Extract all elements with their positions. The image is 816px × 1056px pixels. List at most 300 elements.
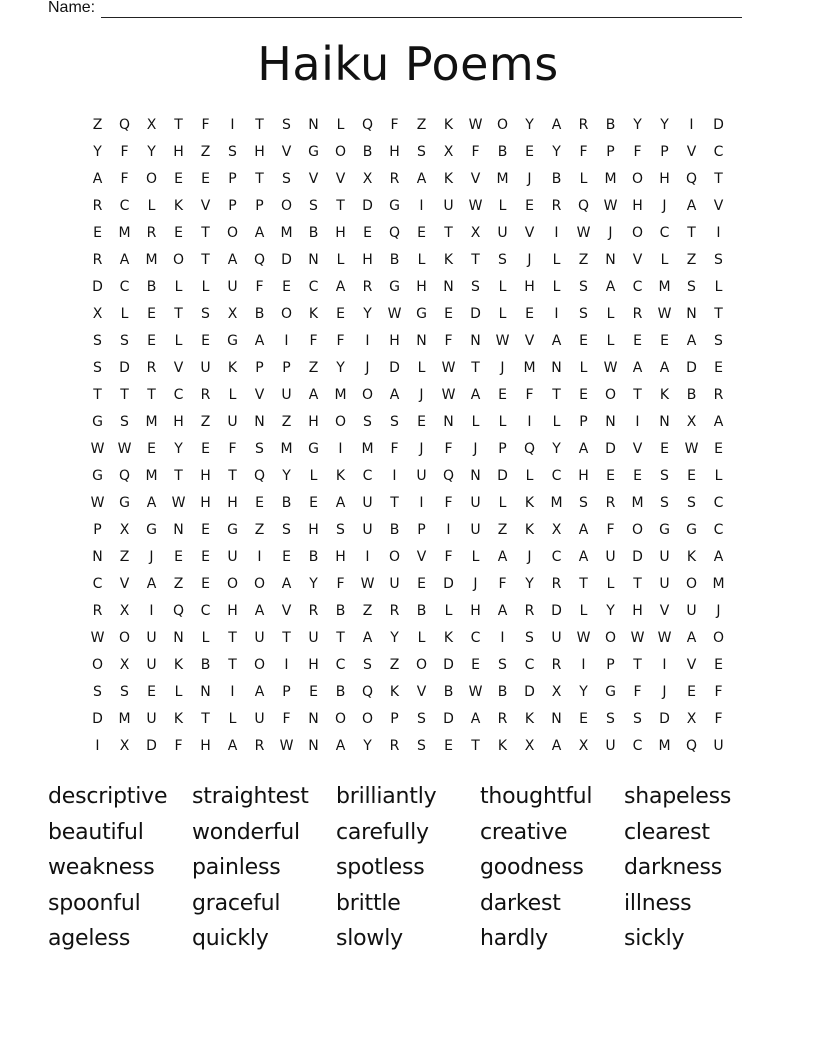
grid-letter[interactable]: W: [468, 197, 483, 214]
grid-letter[interactable]: T: [174, 305, 183, 322]
grid-letter[interactable]: Q: [361, 683, 374, 700]
grid-letter[interactable]: Q: [253, 467, 266, 484]
grid-letter[interactable]: C: [200, 602, 211, 619]
grid-letter[interactable]: D: [92, 278, 103, 295]
grid-letter[interactable]: Y: [552, 143, 561, 160]
grid-letter[interactable]: K: [443, 629, 454, 646]
grid-letter[interactable]: J: [419, 386, 424, 403]
grid-letter[interactable]: G: [227, 521, 238, 538]
grid-letter[interactable]: L: [498, 494, 507, 511]
grid-letter[interactable]: U: [254, 629, 265, 646]
grid-letter[interactable]: Z: [92, 116, 103, 133]
grid-letter[interactable]: U: [308, 629, 319, 646]
grid-letter[interactable]: U: [659, 548, 670, 565]
grid-letter[interactable]: I: [365, 548, 370, 565]
grid-letter[interactable]: V: [713, 197, 724, 214]
grid-letter[interactable]: O: [280, 197, 293, 214]
grid-letter[interactable]: W: [495, 332, 510, 349]
grid-letter[interactable]: I: [446, 521, 451, 538]
grid-letter[interactable]: A: [659, 359, 670, 376]
name-underline[interactable]: [101, 2, 742, 18]
grid-letter[interactable]: J: [662, 197, 667, 214]
grid-letter[interactable]: N: [659, 413, 670, 430]
grid-letter[interactable]: A: [254, 602, 265, 619]
grid-letter[interactable]: D: [92, 710, 103, 727]
grid-letter[interactable]: U: [605, 548, 616, 565]
grid-letter[interactable]: V: [524, 332, 535, 349]
grid-letter[interactable]: U: [470, 521, 481, 538]
grid-letter[interactable]: V: [659, 602, 670, 619]
grid-letter[interactable]: W: [468, 683, 483, 700]
grid-letter[interactable]: L: [498, 197, 507, 214]
grid-letter[interactable]: E: [336, 305, 345, 322]
grid-letter[interactable]: E: [714, 440, 723, 457]
grid-letter[interactable]: E: [525, 305, 534, 322]
grid-letter[interactable]: O: [415, 656, 428, 673]
grid-letter[interactable]: A: [92, 170, 103, 187]
grid-letter[interactable]: V: [524, 224, 535, 241]
grid-letter[interactable]: G: [605, 683, 616, 700]
grid-letter[interactable]: F: [525, 386, 534, 403]
grid-letter[interactable]: A: [578, 440, 589, 457]
grid-letter[interactable]: P: [282, 683, 291, 700]
grid-letter[interactable]: T: [201, 710, 210, 727]
grid-letter[interactable]: T: [471, 251, 480, 268]
grid-letter[interactable]: D: [524, 683, 535, 700]
grid-letter[interactable]: N: [173, 521, 184, 538]
grid-letter[interactable]: P: [579, 413, 588, 430]
grid-letter[interactable]: Z: [308, 359, 319, 376]
grid-letter[interactable]: M: [145, 467, 158, 484]
grid-letter[interactable]: D: [119, 359, 130, 376]
grid-letter[interactable]: A: [335, 494, 346, 511]
grid-letter[interactable]: G: [686, 521, 697, 538]
grid-letter[interactable]: G: [227, 332, 238, 349]
grid-letter[interactable]: M: [658, 737, 671, 754]
grid-letter[interactable]: E: [660, 440, 669, 457]
grid-letter[interactable]: S: [120, 332, 129, 349]
grid-letter[interactable]: E: [633, 332, 642, 349]
grid-letter[interactable]: L: [525, 467, 534, 484]
grid-letter[interactable]: Z: [497, 521, 508, 538]
grid-letter[interactable]: O: [172, 251, 185, 268]
grid-letter[interactable]: I: [149, 602, 154, 619]
grid-letter[interactable]: S: [255, 440, 264, 457]
grid-letter[interactable]: E: [687, 683, 696, 700]
grid-letter[interactable]: N: [173, 629, 184, 646]
grid-letter[interactable]: E: [255, 494, 264, 511]
grid-letter[interactable]: K: [524, 710, 535, 727]
grid-letter[interactable]: F: [633, 143, 642, 160]
grid-letter[interactable]: R: [146, 224, 157, 241]
grid-letter[interactable]: R: [308, 602, 319, 619]
grid-letter[interactable]: G: [119, 494, 130, 511]
grid-letter[interactable]: H: [308, 656, 319, 673]
grid-letter[interactable]: E: [498, 386, 507, 403]
grid-letter[interactable]: Y: [525, 575, 534, 592]
grid-letter[interactable]: E: [417, 413, 426, 430]
grid-letter[interactable]: M: [712, 575, 725, 592]
grid-letter[interactable]: L: [579, 602, 588, 619]
grid-letter[interactable]: F: [498, 575, 507, 592]
grid-letter[interactable]: E: [687, 467, 696, 484]
grid-letter[interactable]: A: [686, 629, 697, 646]
grid-letter[interactable]: A: [578, 521, 589, 538]
grid-letter[interactable]: L: [201, 278, 210, 295]
grid-letter[interactable]: B: [200, 656, 211, 673]
grid-letter[interactable]: K: [443, 116, 454, 133]
grid-letter[interactable]: L: [498, 305, 507, 322]
grid-letter[interactable]: P: [498, 440, 507, 457]
grid-letter[interactable]: P: [93, 521, 102, 538]
grid-letter[interactable]: A: [497, 548, 508, 565]
grid-letter[interactable]: W: [603, 197, 618, 214]
grid-letter[interactable]: Y: [606, 602, 615, 619]
grid-letter[interactable]: C: [632, 278, 643, 295]
grid-letter[interactable]: X: [362, 170, 373, 187]
grid-letter[interactable]: D: [659, 710, 670, 727]
grid-letter[interactable]: T: [390, 494, 399, 511]
grid-letter[interactable]: Y: [336, 359, 345, 376]
grid-letter[interactable]: S: [120, 413, 129, 430]
grid-letter[interactable]: N: [605, 251, 616, 268]
grid-letter[interactable]: A: [605, 278, 616, 295]
grid-letter[interactable]: R: [605, 494, 616, 511]
grid-letter[interactable]: R: [632, 305, 643, 322]
grid-letter[interactable]: F: [471, 143, 480, 160]
grid-letter[interactable]: U: [281, 386, 292, 403]
grid-letter[interactable]: Z: [173, 575, 184, 592]
grid-letter[interactable]: A: [551, 332, 562, 349]
grid-letter[interactable]: F: [336, 575, 345, 592]
grid-letter[interactable]: K: [335, 467, 346, 484]
grid-letter[interactable]: I: [554, 305, 559, 322]
grid-letter[interactable]: I: [365, 332, 370, 349]
grid-letter[interactable]: B: [416, 602, 427, 619]
grid-letter[interactable]: F: [282, 710, 291, 727]
grid-letter[interactable]: D: [389, 359, 400, 376]
grid-letter[interactable]: K: [308, 305, 319, 322]
grid-letter[interactable]: V: [200, 197, 211, 214]
grid-letter[interactable]: L: [471, 413, 480, 430]
grid-letter[interactable]: B: [497, 683, 508, 700]
grid-letter[interactable]: D: [632, 548, 643, 565]
grid-letter[interactable]: V: [686, 656, 697, 673]
grid-letter[interactable]: Q: [361, 116, 374, 133]
grid-letter[interactable]: L: [147, 197, 156, 214]
grid-letter[interactable]: X: [524, 737, 535, 754]
grid-letter[interactable]: A: [470, 710, 481, 727]
grid-letter[interactable]: A: [416, 170, 427, 187]
grid-letter[interactable]: K: [173, 197, 184, 214]
grid-letter[interactable]: R: [497, 710, 508, 727]
grid-letter[interactable]: U: [227, 278, 238, 295]
grid-letter[interactable]: R: [524, 602, 535, 619]
grid-letter[interactable]: I: [635, 413, 640, 430]
grid-letter[interactable]: L: [471, 548, 480, 565]
grid-letter[interactable]: S: [93, 332, 102, 349]
grid-letter[interactable]: K: [524, 494, 535, 511]
grid-letter[interactable]: I: [419, 197, 424, 214]
grid-letter[interactable]: A: [254, 683, 265, 700]
grid-letter[interactable]: G: [92, 467, 103, 484]
grid-letter[interactable]: E: [147, 305, 156, 322]
grid-letter[interactable]: J: [662, 683, 667, 700]
grid-letter[interactable]: R: [551, 197, 562, 214]
grid-letter[interactable]: D: [551, 602, 562, 619]
grid-letter[interactable]: X: [119, 737, 130, 754]
grid-letter[interactable]: S: [417, 710, 426, 727]
grid-letter[interactable]: I: [257, 548, 262, 565]
grid-letter[interactable]: I: [284, 656, 289, 673]
grid-letter[interactable]: W: [387, 305, 402, 322]
grid-letter[interactable]: E: [660, 332, 669, 349]
grid-letter[interactable]: W: [90, 494, 105, 511]
grid-letter[interactable]: I: [527, 413, 532, 430]
grid-letter[interactable]: M: [361, 440, 374, 457]
grid-letter[interactable]: W: [468, 116, 483, 133]
grid-letter[interactable]: E: [471, 656, 480, 673]
grid-letter[interactable]: R: [578, 116, 589, 133]
grid-letter[interactable]: Z: [362, 602, 373, 619]
grid-letter[interactable]: J: [608, 224, 613, 241]
grid-letter[interactable]: J: [365, 359, 370, 376]
grid-letter[interactable]: P: [606, 656, 615, 673]
grid-letter[interactable]: A: [146, 494, 157, 511]
grid-letter[interactable]: H: [227, 602, 238, 619]
grid-letter[interactable]: F: [579, 143, 588, 160]
grid-letter[interactable]: E: [309, 683, 318, 700]
grid-letter[interactable]: E: [714, 359, 723, 376]
grid-letter[interactable]: J: [149, 548, 154, 565]
grid-letter[interactable]: T: [93, 386, 102, 403]
grid-letter[interactable]: H: [416, 278, 427, 295]
grid-letter[interactable]: O: [361, 386, 374, 403]
grid-letter[interactable]: E: [282, 548, 291, 565]
grid-letter[interactable]: O: [226, 575, 239, 592]
grid-letter[interactable]: G: [308, 143, 319, 160]
grid-letter[interactable]: T: [687, 224, 696, 241]
grid-letter[interactable]: O: [334, 143, 347, 160]
grid-letter[interactable]: L: [417, 359, 426, 376]
grid-letter[interactable]: L: [714, 467, 723, 484]
grid-letter[interactable]: R: [389, 602, 400, 619]
grid-letter[interactable]: J: [527, 251, 532, 268]
grid-letter[interactable]: O: [334, 710, 347, 727]
grid-letter[interactable]: V: [119, 575, 130, 592]
grid-letter[interactable]: V: [281, 143, 292, 160]
grid-letter[interactable]: O: [388, 548, 401, 565]
grid-letter[interactable]: B: [497, 143, 508, 160]
grid-letter[interactable]: T: [714, 170, 723, 187]
grid-letter[interactable]: U: [389, 575, 400, 592]
grid-letter[interactable]: T: [633, 575, 642, 592]
grid-letter[interactable]: T: [579, 575, 588, 592]
grid-letter[interactable]: W: [576, 224, 591, 241]
grid-letter[interactable]: I: [554, 224, 559, 241]
grid-letter[interactable]: S: [633, 710, 642, 727]
grid-letter[interactable]: V: [632, 440, 643, 457]
grid-letter[interactable]: O: [631, 224, 644, 241]
grid-letter[interactable]: W: [657, 305, 672, 322]
grid-letter[interactable]: K: [389, 683, 400, 700]
grid-letter[interactable]: P: [417, 521, 426, 538]
grid-letter[interactable]: R: [92, 197, 103, 214]
grid-letter[interactable]: K: [443, 251, 454, 268]
grid-letter[interactable]: L: [579, 170, 588, 187]
grid-letter[interactable]: N: [308, 737, 319, 754]
grid-letter[interactable]: Y: [363, 737, 372, 754]
grid-letter[interactable]: R: [389, 170, 400, 187]
grid-letter[interactable]: D: [497, 467, 508, 484]
grid-letter[interactable]: L: [498, 413, 507, 430]
grid-letter[interactable]: Q: [685, 170, 698, 187]
grid-letter[interactable]: H: [173, 413, 184, 430]
grid-letter[interactable]: E: [633, 467, 642, 484]
grid-letter[interactable]: U: [659, 575, 670, 592]
grid-letter[interactable]: X: [551, 683, 562, 700]
grid-letter[interactable]: Z: [200, 143, 211, 160]
grid-letter[interactable]: X: [578, 737, 589, 754]
grid-letter[interactable]: F: [390, 116, 399, 133]
grid-letter[interactable]: M: [280, 224, 293, 241]
grid-letter[interactable]: C: [308, 278, 319, 295]
grid-letter[interactable]: S: [363, 413, 372, 430]
grid-letter[interactable]: I: [716, 224, 721, 241]
grid-letter[interactable]: T: [228, 656, 237, 673]
grid-letter[interactable]: S: [498, 656, 507, 673]
grid-letter[interactable]: W: [576, 629, 591, 646]
grid-letter[interactable]: O: [253, 656, 266, 673]
grid-letter[interactable]: L: [444, 602, 453, 619]
grid-letter[interactable]: B: [605, 116, 616, 133]
grid-letter[interactable]: P: [606, 143, 615, 160]
grid-letter[interactable]: E: [201, 440, 210, 457]
grid-letter[interactable]: L: [120, 305, 129, 322]
grid-letter[interactable]: C: [362, 467, 373, 484]
grid-letter[interactable]: T: [471, 737, 480, 754]
grid-letter[interactable]: G: [146, 521, 157, 538]
grid-letter[interactable]: C: [713, 143, 724, 160]
grid-letter[interactable]: T: [201, 251, 210, 268]
grid-letter[interactable]: L: [606, 305, 615, 322]
grid-letter[interactable]: M: [604, 170, 617, 187]
grid-letter[interactable]: Y: [660, 116, 669, 133]
grid-letter[interactable]: V: [686, 143, 697, 160]
grid-letter[interactable]: F: [255, 278, 264, 295]
grid-letter[interactable]: W: [657, 629, 672, 646]
grid-letter[interactable]: Y: [174, 440, 183, 457]
grid-letter[interactable]: A: [335, 278, 346, 295]
grid-letter[interactable]: A: [713, 413, 724, 430]
grid-letter[interactable]: C: [524, 656, 535, 673]
grid-letter[interactable]: S: [579, 278, 588, 295]
grid-letter[interactable]: Z: [416, 116, 427, 133]
grid-letter[interactable]: U: [497, 224, 508, 241]
grid-letter[interactable]: E: [525, 143, 534, 160]
grid-letter[interactable]: L: [498, 278, 507, 295]
grid-letter[interactable]: F: [336, 332, 345, 349]
grid-letter[interactable]: S: [282, 521, 291, 538]
grid-letter[interactable]: V: [173, 359, 184, 376]
grid-letter[interactable]: N: [416, 332, 427, 349]
grid-letter[interactable]: N: [470, 332, 481, 349]
grid-letter[interactable]: H: [254, 143, 265, 160]
grid-letter[interactable]: M: [280, 440, 293, 457]
grid-letter[interactable]: D: [470, 305, 481, 322]
grid-letter[interactable]: F: [174, 737, 183, 754]
grid-letter[interactable]: S: [201, 305, 210, 322]
grid-letter[interactable]: D: [443, 656, 454, 673]
grid-letter[interactable]: I: [95, 737, 100, 754]
grid-letter[interactable]: Q: [118, 116, 131, 133]
grid-letter[interactable]: F: [444, 332, 453, 349]
grid-letter[interactable]: I: [689, 116, 694, 133]
grid-letter[interactable]: Q: [172, 602, 185, 619]
grid-letter[interactable]: C: [119, 278, 130, 295]
grid-letter[interactable]: C: [119, 197, 130, 214]
grid-letter[interactable]: L: [417, 629, 426, 646]
grid-letter[interactable]: A: [119, 251, 130, 268]
grid-letter[interactable]: H: [578, 467, 589, 484]
grid-letter[interactable]: R: [200, 386, 211, 403]
grid-letter[interactable]: U: [443, 197, 454, 214]
grid-letter[interactable]: D: [362, 197, 373, 214]
grid-letter[interactable]: H: [308, 521, 319, 538]
grid-letter[interactable]: D: [443, 710, 454, 727]
grid-letter[interactable]: W: [441, 386, 456, 403]
grid-letter[interactable]: H: [470, 602, 481, 619]
grid-letter[interactable]: J: [473, 440, 478, 457]
grid-letter[interactable]: M: [631, 494, 644, 511]
grid-letter[interactable]: I: [230, 116, 235, 133]
grid-letter[interactable]: W: [441, 359, 456, 376]
grid-letter[interactable]: E: [201, 332, 210, 349]
grid-letter[interactable]: C: [713, 494, 724, 511]
grid-letter[interactable]: R: [713, 386, 724, 403]
grid-letter[interactable]: X: [470, 224, 481, 241]
grid-letter[interactable]: E: [147, 332, 156, 349]
grid-letter[interactable]: K: [659, 386, 670, 403]
grid-letter[interactable]: H: [362, 251, 373, 268]
grid-letter[interactable]: E: [579, 710, 588, 727]
grid-letter[interactable]: T: [147, 386, 156, 403]
grid-letter[interactable]: I: [392, 467, 397, 484]
grid-letter[interactable]: M: [145, 413, 158, 430]
grid-letter[interactable]: M: [496, 170, 509, 187]
grid-letter[interactable]: L: [174, 683, 183, 700]
grid-letter[interactable]: J: [500, 359, 505, 376]
grid-letter[interactable]: R: [254, 737, 265, 754]
grid-letter[interactable]: F: [606, 521, 615, 538]
grid-letter[interactable]: H: [227, 494, 238, 511]
grid-letter[interactable]: T: [228, 467, 237, 484]
grid-letter[interactable]: F: [714, 683, 723, 700]
grid-letter[interactable]: N: [551, 359, 562, 376]
grid-letter[interactable]: A: [335, 737, 346, 754]
grid-letter[interactable]: N: [254, 413, 265, 430]
grid-letter[interactable]: O: [631, 170, 644, 187]
grid-letter[interactable]: D: [281, 251, 292, 268]
grid-letter[interactable]: R: [551, 656, 562, 673]
grid-letter[interactable]: N: [92, 548, 103, 565]
grid-letter[interactable]: I: [581, 656, 586, 673]
grid-letter[interactable]: Y: [525, 116, 534, 133]
grid-letter[interactable]: X: [686, 413, 697, 430]
grid-letter[interactable]: E: [201, 575, 210, 592]
grid-letter[interactable]: N: [308, 251, 319, 268]
grid-letter[interactable]: N: [551, 710, 562, 727]
